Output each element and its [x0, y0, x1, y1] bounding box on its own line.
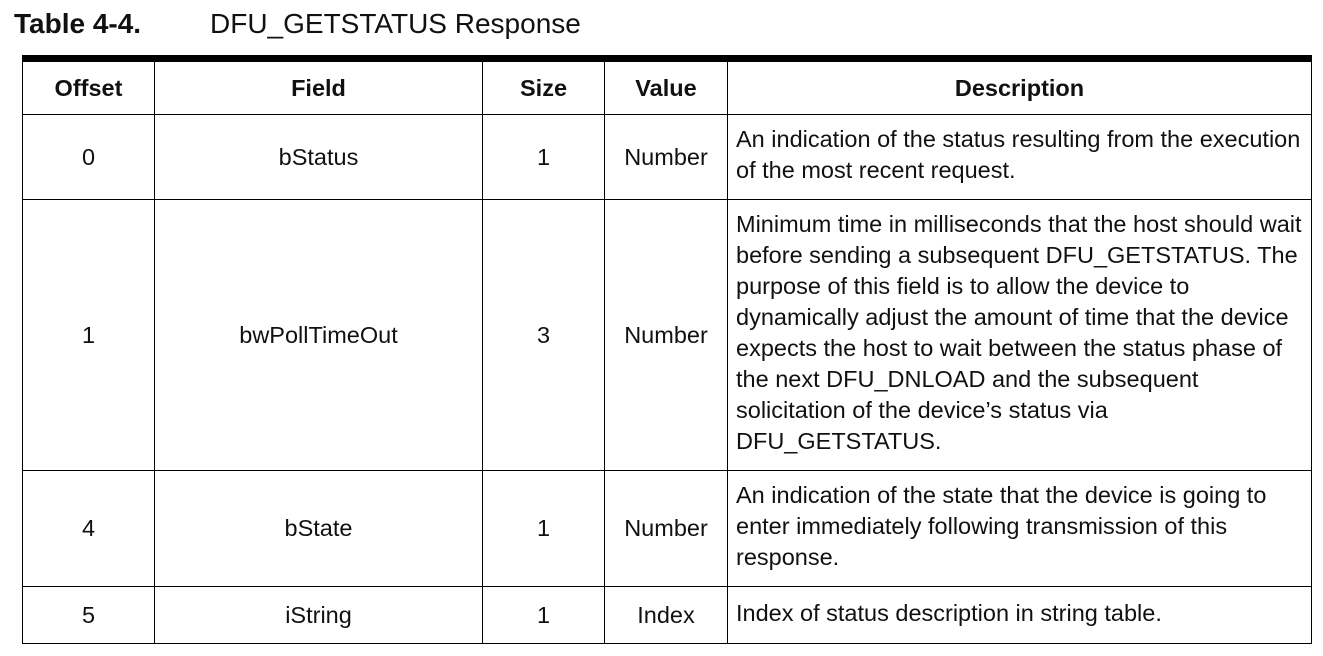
- cell-field: bwPollTimeOut: [155, 200, 483, 471]
- table-title: DFU_GETSTATUS Response: [210, 8, 581, 39]
- table-row: [23, 471, 1312, 587]
- cell-offset: 1: [23, 200, 155, 471]
- table-row: [23, 115, 1312, 200]
- cell-field: iString: [155, 587, 483, 644]
- cell-size: 3: [483, 200, 605, 471]
- header-field: Field: [155, 62, 483, 115]
- cell-value: Index: [605, 587, 728, 644]
- table-number: Table 4-4.: [14, 8, 142, 39]
- cell-offset: 0: [23, 115, 155, 200]
- cell-description: An indication of the state that the device is going to enter immediately following transmission of this response.: [728, 471, 1312, 587]
- header-offset: Offset: [23, 62, 155, 115]
- cell-field: bStatus: [155, 115, 483, 200]
- cell-description: Minimum time in milliseconds that the host should wait before sending a subsequent DFU_GETSTATUS. The purpose of this field is to allow the device to dynamically adjust the amount of time that the device expects the host to wait between the status phase of the next DFU_DNLOAD and the subsequent solicitation of the device’s status via DFU_GETSTATUS.: [728, 200, 1312, 471]
- cell-offset: 4: [23, 471, 155, 587]
- header-description: Description: [728, 62, 1312, 115]
- cell-value: Number: [605, 115, 728, 200]
- table-row: [23, 587, 1312, 644]
- table-header-row: [23, 62, 1312, 115]
- dfu-getstatus-table: [22, 61, 1312, 644]
- cell-offset: 5: [23, 587, 155, 644]
- cell-description: Index of status description in string table.: [728, 587, 1312, 644]
- table-caption: [14, 4, 581, 44]
- cell-value: Number: [605, 471, 728, 587]
- cell-field: bState: [155, 471, 483, 587]
- header-size: Size: [483, 62, 605, 115]
- cell-size: 1: [483, 471, 605, 587]
- cell-value: Number: [605, 200, 728, 471]
- cell-description: An indication of the status resulting from the execution of the most recent request.: [728, 115, 1312, 200]
- cell-size: 1: [483, 115, 605, 200]
- table-row: [23, 200, 1312, 471]
- cell-size: 1: [483, 587, 605, 644]
- header-value: Value: [605, 62, 728, 115]
